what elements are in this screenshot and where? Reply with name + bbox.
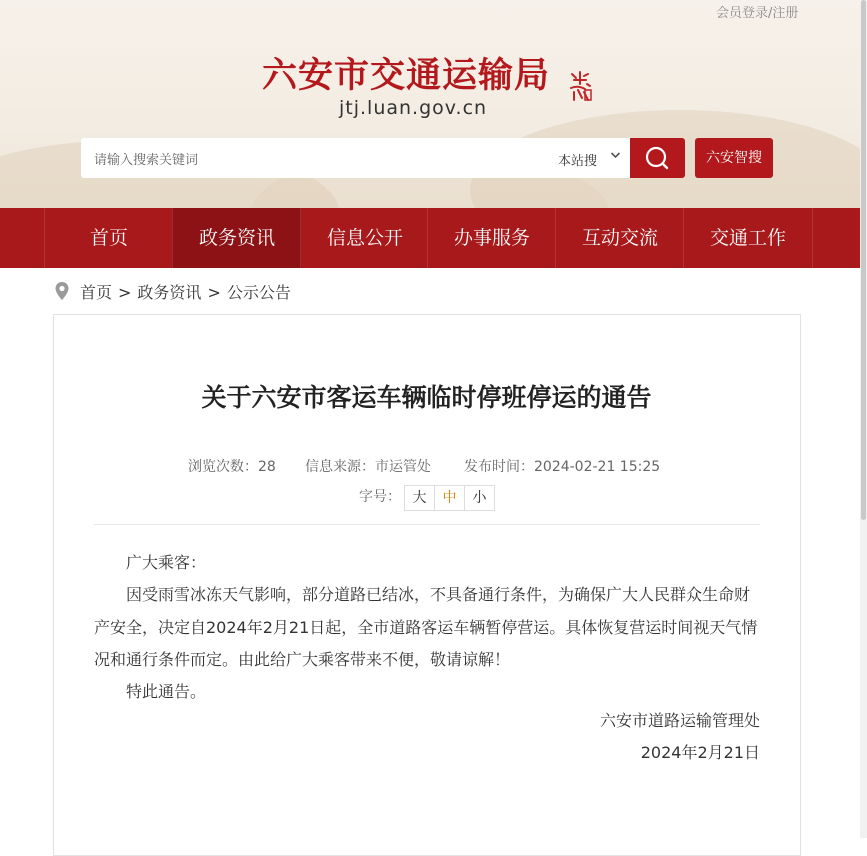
smart-search-button[interactable]: 六安智搜 [695, 138, 773, 178]
nav-item-news[interactable]: 政务资讯 [172, 208, 301, 268]
divider [94, 524, 760, 525]
breadcrumb-separator: > [118, 283, 132, 302]
chevron-down-icon[interactable] [610, 148, 621, 165]
search-button[interactable] [630, 138, 685, 178]
search-scope-select[interactable]: 本站搜 [558, 154, 598, 169]
breadcrumb-home[interactable]: 首页 [80, 283, 113, 302]
article-body-line: 因受雨雪冰冻天气影响，部分道路已结冰，不具备通行条件，为确保广大人民群众生命财 [126, 585, 751, 604]
font-size-small-button[interactable]: 小 [472, 490, 487, 506]
breadcrumb-separator: > [207, 283, 221, 302]
site-title[interactable]: 六安市交通运输局 [262, 55, 551, 96]
breadcrumb-news[interactable]: 政务资讯 [137, 283, 202, 302]
site-url: jtj.luan.gov.cn [339, 97, 488, 119]
article-title: 关于六安市客运车辆临时停班停运的通告 [201, 383, 652, 412]
scrollbar-thumb[interactable] [861, 0, 866, 520]
search-icon [630, 138, 685, 178]
seal-icon [566, 70, 592, 102]
location-pin-icon [54, 281, 70, 305]
article-body-line: 产安全，决定自2024年2月21日起，全市道路客运车辆暂停营运。具体恢复营运时间视天气情 [94, 618, 758, 637]
font-size-medium-button[interactable]: 中 [435, 486, 465, 510]
signature-date: 2024年2月21日 [640, 743, 760, 762]
nav-item-interaction[interactable]: 互动交流 [555, 208, 684, 268]
seal-logo [566, 70, 590, 100]
article-closing: 特此通告。 [126, 682, 207, 701]
article-body-line: 况和通行条件而定。由此给广大乘客带来不便，敬请谅解！ [94, 650, 511, 669]
signature-org: 六安市道路运输管理处 [599, 711, 760, 730]
publish-time: 发布时间：2024-02-21 15:25 [464, 459, 661, 475]
search-input[interactable] [92, 146, 516, 172]
view-count: 浏览次数：28 [188, 459, 276, 475]
font-size-switcher [404, 485, 495, 511]
font-size-label: 字号： [359, 489, 401, 505]
nav-item-home[interactable]: 首页 [44, 208, 173, 268]
nav-item-info-disclosure[interactable]: 信息公开 [300, 208, 429, 268]
font-size-large-button[interactable]: 大 [405, 486, 435, 510]
login-register-link[interactable]: 会员登录/注册 [716, 6, 799, 21]
breadcrumb [54, 280, 291, 305]
article-salutation: 广大乘客： [126, 553, 207, 572]
nav-item-services[interactable]: 办事服务 [427, 208, 556, 268]
nav-item-transport-work[interactable]: 交通工作 [683, 208, 813, 268]
page-scrollbar[interactable] [860, 0, 867, 838]
main-nav [0, 208, 860, 268]
breadcrumb-notices[interactable]: 公示公告 [226, 283, 291, 302]
info-source: 信息来源：市运管处 [305, 459, 431, 475]
